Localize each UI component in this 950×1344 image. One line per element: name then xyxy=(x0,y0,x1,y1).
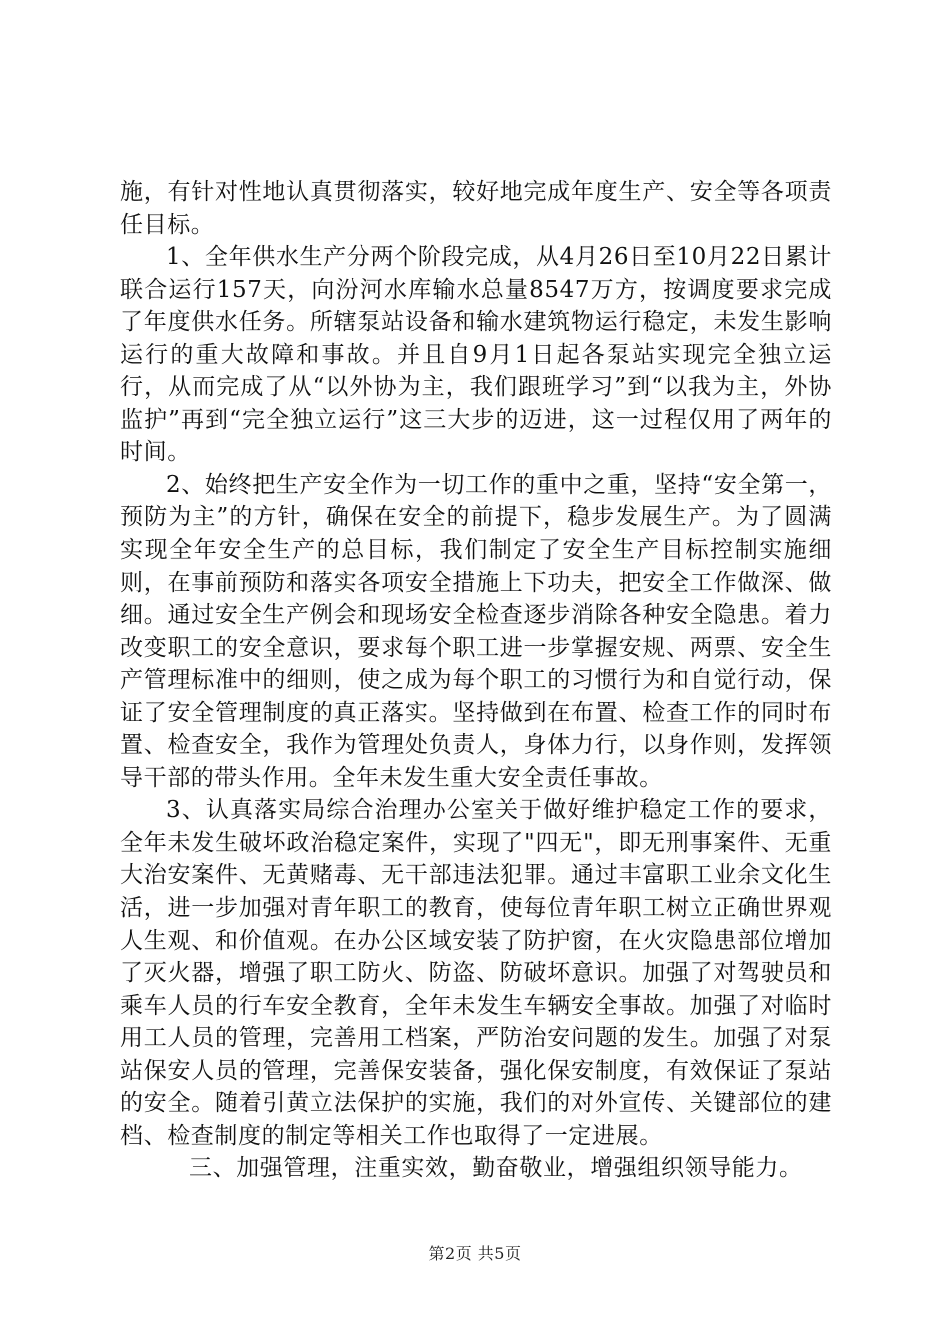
paragraph-item-1: 1、全年供水生产分两个阶段完成，从4月26日至10月22日累计联合运行157天，向汾河水库输水总量8547万方，按调度要求完成了年度供水任务。所辖泵站设备和输水建筑物运行稳定，未发生影响运行的重大故障和事故。并且自9月1日起各泵站实现完全独立运行，从而完成了从“以外协为主，我们跟班学习”到“以我为主，外协监护”再到“完全独立运行”这三大步的迈进，这一过程仅用了两年的时间。 xyxy=(120,244,832,466)
paragraph-item-2: 2、始终把生产安全作为一切工作的重中之重，坚持“安全第一，预防为主”的方针，确保在安全的前提下，稳步发展生产。为了圆满实现全年安全生产的总目标，我们制定了安全生产目标控制实施细则，在事前预防和落实各项安全措施上下功夫，把安全工作做深、做细。通过安全生产例会和现场安全检查逐步消除各种安全隐患。着力改变职工的安全意识，要求每个职工进一步掌握安规、两票、安全生产管理标准中的细则，使之成为每个职工的习惯行为和自觉行动，保证了安全管理制度的真正落实。坚持做到在布置、检查工作的同时布置、检查安全，我作为管理处负责人，身体力行，以身作则，发挥领导干部的带头作用。全年未发生重大安全责任事故。 xyxy=(120,471,832,791)
section-heading-3: 三、加强管理，注重实效，勤奋敬业，增强组织领导能力。 xyxy=(189,1155,803,1182)
paragraph-continuation: 施，有针对性地认真贯彻落实，较好地完成年度生产、安全等各项责任目标。 xyxy=(120,179,832,238)
page-number-footer: 第2页 共5页 xyxy=(428,1244,522,1263)
document-body xyxy=(120,176,832,1185)
paragraph-item-3: 3、认真落实局综合治理办公室关于做好维护稳定工作的要求，全年未发生破坏政治稳定案件，实现了"四无"，即无刑事案件、无重大治安案件、无黄赌毒、无干部违法犯罪。通过丰富职工业余文化生活，进一步加强对青年职工的教育，使每位青年职工树立正确世界观人生观、和价值观。在办公区域安装了防护窗，在火灾隐患部位增加了灭火器，增强了职工防火、防盗、防破坏意识。加强了对驾驶员和乘车人员的行车安全教育，全年未发生车辆安全事故。加强了对临时用工人员的管理，完善用工档案，严防治安问题的发生。加强了对泵站保安人员的管理，完善保安装备，强化保安制度，有效保证了泵站的安全。随着引黄立法保护的实施，我们的对外宣传、关键部位的建档、检查制度的制定等相关工作也取得了一定进展。 xyxy=(120,797,832,1149)
